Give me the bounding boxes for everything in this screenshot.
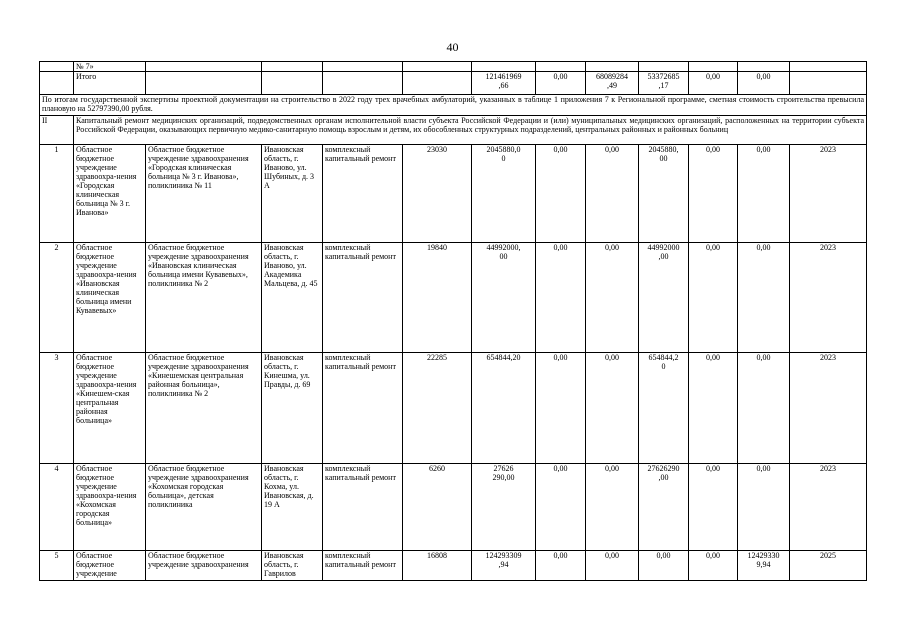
- row-number: 2: [40, 243, 74, 353]
- work-type: комплексный капитальный ремонт: [323, 464, 403, 551]
- value-3: 27626290 ,00: [639, 464, 689, 551]
- facility-name: Областное бюджетное учреждение здравоохранения «Кохомская городская больница», детская поликлиника: [146, 464, 262, 551]
- organization: Областное бюджетное учреждение: [74, 551, 146, 581]
- value-2: 0,00: [586, 353, 639, 464]
- value-4: 0,00: [689, 551, 738, 581]
- value-3: 0,00: [639, 551, 689, 581]
- year: 2023: [790, 243, 867, 353]
- facility-name: Областное бюджетное учреждение здравоохранения: [146, 551, 262, 581]
- area: 23030: [403, 145, 472, 243]
- row-number: 3: [40, 353, 74, 464]
- total-v3: 53372685 ,17: [639, 72, 689, 95]
- expertise-note: По итогам государственной экспертизы проектной документации на строительство в 2022 году трех врачебных амбулаторий, указанных в таблице 1 приложения 7 к Региональной программе, сметная стоимость строительства превысила плановую на 52797390,00 рубля.: [40, 95, 867, 116]
- organization: Областное бюджетное учреждение здравоохра-нения «Кинешем-ская центральная районная больница»: [74, 353, 146, 464]
- value-5: 0,00: [738, 464, 790, 551]
- value-4: 0,00: [689, 243, 738, 353]
- work-type: комплексный капитальный ремонт: [323, 551, 403, 581]
- section-title: Капитальный ремонт медицинских организаций, подведомственных органам исполнительной власти субъекта Российской Федерации и (или) муниципальных медицинских организаций, расположенных на территории субъекта Российской Федерации, оказывающих первичную медико-санитарную помощь взрослым и детям, их обособленных структурных подразделений, центральных районных и районных больниц: [74, 116, 867, 145]
- total-row: [40, 72, 867, 95]
- total-cost: 121461969 ,66: [472, 72, 536, 95]
- work-type: комплексный капитальный ремонт: [323, 243, 403, 353]
- value-5: 0,00: [738, 145, 790, 243]
- table-row: [40, 551, 867, 581]
- value-1: 0,00: [536, 551, 586, 581]
- total-v5: 0,00: [738, 72, 790, 95]
- value-4: 0,00: [689, 353, 738, 464]
- address: Ивановская область, г. Иваново, ул. Академика Мальцева, д. 45: [262, 243, 323, 353]
- organization: Областное бюджетное учреждение здравоохра-нения «Городская клиническая больница № 3 г. Иванова»: [74, 145, 146, 243]
- table-row: [40, 464, 867, 551]
- address: Ивановская область, г. Гаврилов: [262, 551, 323, 581]
- value-2: 0,00: [586, 243, 639, 353]
- value-2: 0,00: [586, 464, 639, 551]
- year: 2023: [790, 464, 867, 551]
- note-row: [40, 95, 867, 116]
- total-cost: 654844,20: [472, 353, 536, 464]
- value-2: 0,00: [586, 551, 639, 581]
- value-5: 0,00: [738, 353, 790, 464]
- address: Ивановская область, г. Иваново, ул. Шубиных, д. 3 А: [262, 145, 323, 243]
- value-5: 12429330 9,94: [738, 551, 790, 581]
- work-type: комплексный капитальный ремонт: [323, 353, 403, 464]
- section-row: [40, 116, 867, 145]
- value-1: 0,00: [536, 243, 586, 353]
- value-3: 654844,2 0: [639, 353, 689, 464]
- total-cost: 124293309 ,94: [472, 551, 536, 581]
- page-number: 40: [446, 40, 459, 54]
- total-v4: 0,00: [689, 72, 738, 95]
- facility-name: Областное бюджетное учреждение здравоохранения «Городская клиническая больница № 3 г. Иванова», поликлиника № 11: [146, 145, 262, 243]
- value-1: 0,00: [536, 464, 586, 551]
- area: 19840: [403, 243, 472, 353]
- value-3: 2045880, 00: [639, 145, 689, 243]
- area: 6260: [403, 464, 472, 551]
- table-row: [40, 145, 867, 243]
- value-2: 0,00: [586, 145, 639, 243]
- year: 2025: [790, 551, 867, 581]
- facility-name: Областное бюджетное учреждение здравоохранения «Кинешемская центральная районная больница», поликлиника № 2: [146, 353, 262, 464]
- row-number: 1: [40, 145, 74, 243]
- value-5: 0,00: [738, 243, 790, 353]
- row-number: 5: [40, 551, 74, 581]
- table-row: [40, 62, 867, 72]
- area: 16808: [403, 551, 472, 581]
- work-type: комплексный капитальный ремонт: [323, 145, 403, 243]
- section-number: II: [40, 116, 74, 145]
- total-label: Итого: [74, 72, 146, 95]
- table-row: [40, 243, 867, 353]
- area: 22285: [403, 353, 472, 464]
- program-table: [39, 61, 867, 581]
- total-v1: 0,00: [536, 72, 586, 95]
- address: Ивановская область, г. Кохма, ул. Ивановская, д. 19 А: [262, 464, 323, 551]
- value-1: 0,00: [536, 145, 586, 243]
- row-number: 4: [40, 464, 74, 551]
- value-1: 0,00: [536, 353, 586, 464]
- total-cost: 27626 290,00: [472, 464, 536, 551]
- year: 2023: [790, 353, 867, 464]
- value-4: 0,00: [689, 145, 738, 243]
- row-ref-cell: № 7»: [74, 62, 146, 72]
- data-rows: [40, 145, 867, 581]
- year: 2023: [790, 145, 867, 243]
- table-row: [40, 353, 867, 464]
- total-cost: 2045880,0 0: [472, 145, 536, 243]
- organization: Областное бюджетное учреждение здравоохра-нения «Кохомская городская больница»: [74, 464, 146, 551]
- value-4: 0,00: [689, 464, 738, 551]
- total-v2: 68089284 ,49: [586, 72, 639, 95]
- facility-name: Областное бюджетное учреждение здравоохранения «Ивановская клиническая больница имени Кувавевых», поликлиника № 2: [146, 243, 262, 353]
- organization: Областное бюджетное учреждение здравоохра-нения «Ивановская клиническая больница имени Кувавевых»: [74, 243, 146, 353]
- address: Ивановская область, г. Кинешма, ул. Правды, д. 69: [262, 353, 323, 464]
- value-3: 44992000 ,00: [639, 243, 689, 353]
- total-cost: 44992000, 00: [472, 243, 536, 353]
